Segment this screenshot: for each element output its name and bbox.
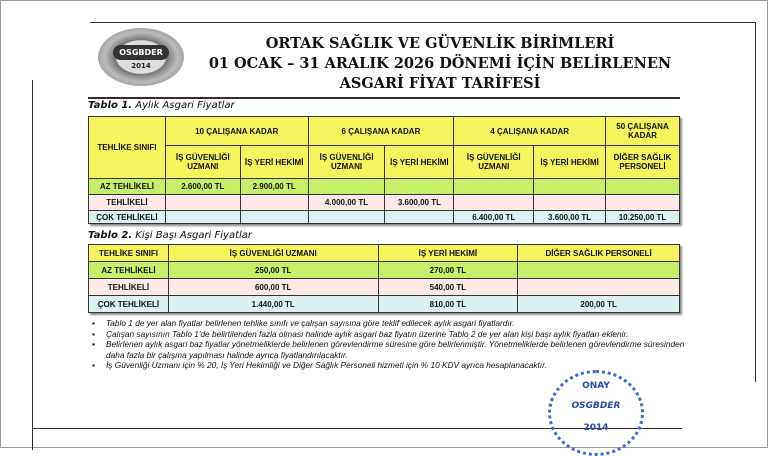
table1-caption: Tablo 1. Aylık Asgari Fiyatlar xyxy=(88,100,235,111)
table2-caption: Tablo 2. Kişi Başı Asgari Fiyatlar xyxy=(88,230,253,241)
price-cell: 540,00 TL xyxy=(378,279,518,296)
row-label: AZ TEHLİKELİ xyxy=(89,262,169,279)
column-header: İŞ YERİ HEKİMİ xyxy=(378,245,518,262)
table-row xyxy=(89,296,680,313)
table-row xyxy=(89,179,680,195)
sub-header: İŞ GÜVENLİĞİ UZMANI xyxy=(454,146,534,179)
price-cell: 270,00 TL xyxy=(378,262,518,279)
price-cell: 3.600,00 TL xyxy=(385,195,454,211)
price-cell xyxy=(240,211,308,224)
title-line: ORTAK SAĞLIK VE GÜVENLİK BİRİMLERİ xyxy=(265,35,615,52)
approval-stamp xyxy=(548,370,644,456)
price-cell xyxy=(606,179,680,195)
note-item: ▪ İş Güvenliği Uzmanı için % 20, İş Yeri Hekimliği ve Diğer Sağlık Personeli hizmeti için % 10 KDV ayrıca hesaplanacaktır. xyxy=(92,360,692,371)
sub-header: İŞ YERİ HEKİMİ xyxy=(534,146,606,179)
sub-header: İŞ YERİ HEKİMİ xyxy=(240,146,308,179)
group-header: 4 ÇALIŞANA KADAR xyxy=(454,117,606,146)
price-cell xyxy=(385,179,454,195)
price-cell: 200,00 TL xyxy=(518,296,680,313)
row-label: ÇOK TEHLİKELİ xyxy=(89,211,166,224)
price-cell: 600,00 TL xyxy=(168,279,378,296)
table1-monthly-prices xyxy=(88,116,680,224)
table-row xyxy=(89,262,680,279)
row-label: TEHLİKELİ xyxy=(89,195,166,211)
price-cell: 6.400,00 TL xyxy=(454,211,534,224)
table-row xyxy=(89,211,680,224)
frame-top xyxy=(90,22,755,23)
logo-text: OSGBDER xyxy=(113,45,169,60)
price-cell xyxy=(308,211,385,224)
table-row xyxy=(89,195,680,211)
price-cell xyxy=(240,195,308,211)
header-hazard-class: TEHLİKE SINIFI xyxy=(89,117,166,179)
logo-year: 2014 xyxy=(131,61,151,70)
sub-header: İŞ GÜVENLİĞİ UZMANI xyxy=(165,146,240,179)
price-cell: 810,00 TL xyxy=(378,296,518,313)
table-row xyxy=(89,279,680,296)
row-label: ÇOK TEHLİKELİ xyxy=(89,296,169,313)
price-cell: 1.440,00 TL xyxy=(168,296,378,313)
stamp-text: OSGBDER xyxy=(571,401,621,411)
sub-header: İŞ GÜVENLİĞİ UZMANI xyxy=(308,146,385,179)
frame-right xyxy=(755,22,756,382)
column-header: İŞ GÜVENLİĞİ UZMANI xyxy=(168,245,378,262)
column-header: TEHLİKE SINIFI xyxy=(89,245,169,262)
note-item: ▪ Tablo 1 de yer alan fiyatlar belirlenen tehlike sınıfı ve çalışan sayısına göre teklif edilecek aylık asgari fiyatlardır. xyxy=(92,318,692,329)
group-header: 10 ÇALIŞANA KADAR xyxy=(165,117,308,146)
group-header: 50 ÇALIŞANA KADAR xyxy=(606,117,680,146)
price-cell xyxy=(165,195,240,211)
price-cell: 250,00 TL xyxy=(168,262,378,279)
title-line: 01 OCAK – 31 ARALIK 2026 DÖNEMİ İÇİN BELİRLENEN xyxy=(208,55,672,72)
price-cell: 2.900,00 TL xyxy=(240,179,308,195)
sub-header: DİĞER SAĞLIK PERSONELİ xyxy=(606,146,680,179)
group-header: 6 ÇALIŞANA KADAR xyxy=(308,117,454,146)
osgbder-logo xyxy=(98,28,184,86)
title-line: ASGARİ FİYAT TARİFESİ xyxy=(339,75,541,92)
frame-left xyxy=(32,80,33,450)
stamp-label: ONAY xyxy=(582,381,610,391)
row-label: AZ TEHLİKELİ xyxy=(89,179,166,195)
page-title xyxy=(190,34,690,94)
table2-per-person-prices xyxy=(88,244,680,313)
price-cell xyxy=(454,179,534,195)
note-item: ▪ Belirlenen aylık asgari baz fiyatlar yönetmeliklerde belirlenen görevlendirme süresine göre belirlenmiştir. Yönetmeliklerde belirlenen görevlendirme süresinden daha fazla bir çalışma yapılması halinde ayrıca fiyatlandırılacaktır. xyxy=(92,339,692,360)
price-cell xyxy=(518,262,680,279)
price-cell xyxy=(606,195,680,211)
note-item: ▪ Çalışan sayısının Tablo 1'de belirtilenden fazla olması halinde aylık asgari baz fiyatın üzerine Tablo 2 de yer alan kişi başı aylık fiyatları eklenir. xyxy=(92,329,692,340)
header-rule xyxy=(88,97,680,99)
stamp-year: 2014 xyxy=(583,423,609,433)
price-cell xyxy=(165,211,240,224)
price-cell: 4.000,00 TL xyxy=(308,195,385,211)
price-cell xyxy=(385,211,454,224)
price-cell xyxy=(534,195,606,211)
row-label: TEHLİKELİ xyxy=(89,279,169,296)
price-cell xyxy=(308,179,385,195)
price-cell: 3.600,00 TL xyxy=(534,211,606,224)
sub-header: İŞ YERİ HEKİMİ xyxy=(385,146,454,179)
price-cell: 2.600,00 TL xyxy=(165,179,240,195)
column-header: DİĞER SAĞLIK PERSONELİ xyxy=(518,245,680,262)
price-cell xyxy=(534,179,606,195)
price-cell xyxy=(454,195,534,211)
notes-list xyxy=(92,318,692,371)
price-cell: 10.250,00 TL xyxy=(606,211,680,224)
price-cell xyxy=(518,279,680,296)
